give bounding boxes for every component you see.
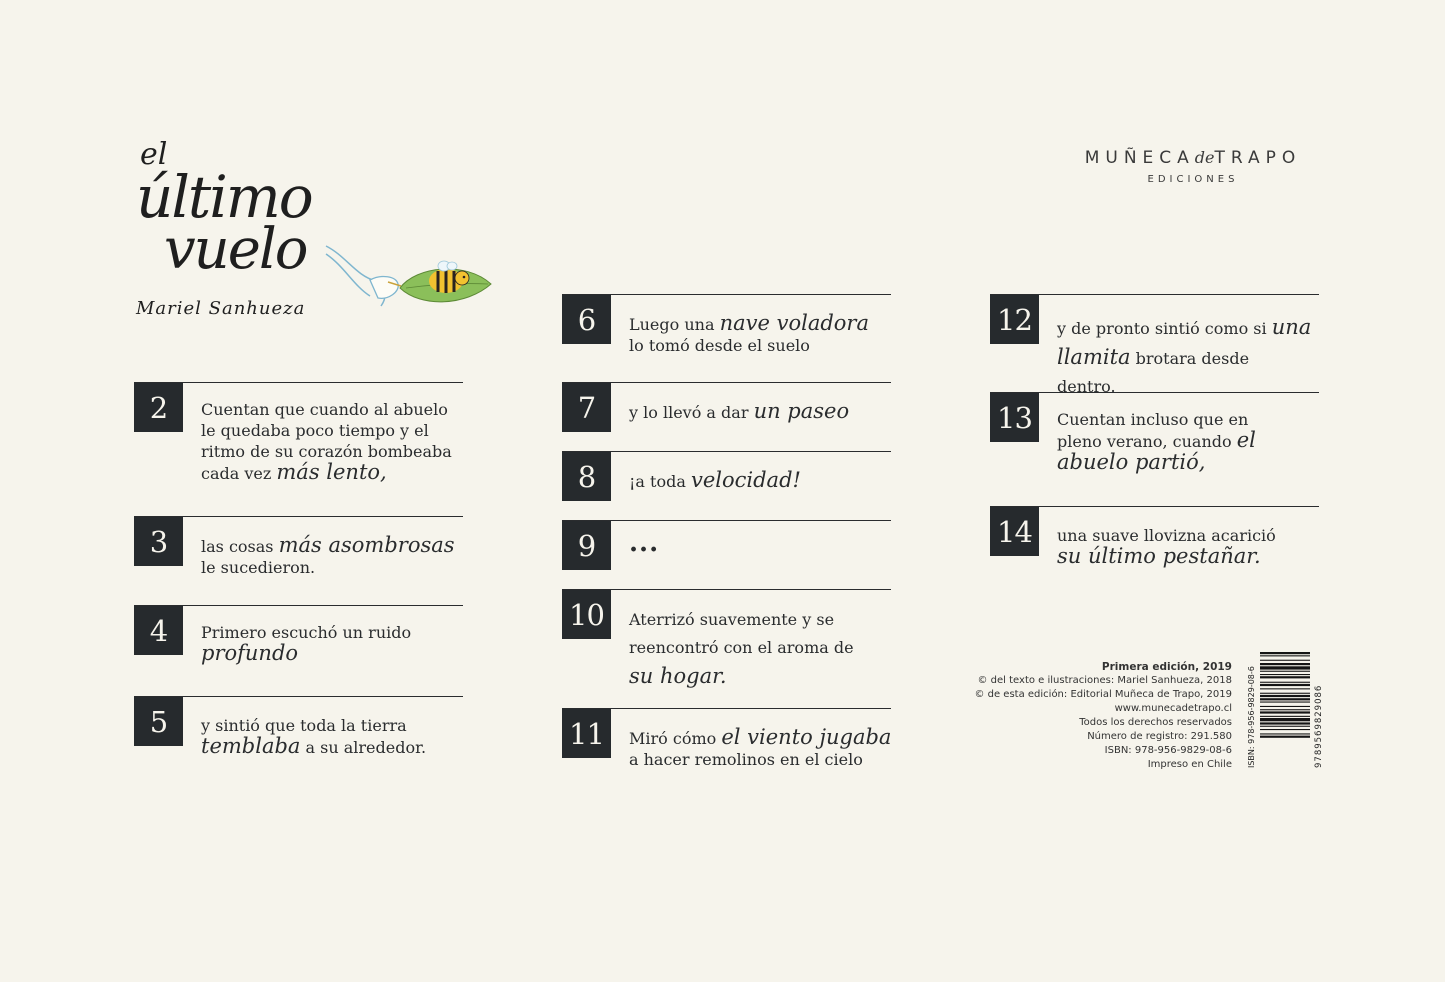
entry-14 — [990, 506, 1319, 582]
barcode-bars — [1260, 652, 1310, 738]
entry-text-emphasis: velocidad! — [690, 468, 801, 492]
entry-text-plain: Cuentan incluso que en pleno verano, cuando — [1057, 410, 1249, 451]
barcode-bar — [1260, 736, 1310, 738]
entry-number: 13 — [990, 393, 1039, 442]
entry-number: 9 — [562, 521, 611, 570]
barcode-bar — [1260, 682, 1310, 683]
barcode-bar — [1260, 706, 1310, 707]
barcode-bar — [1260, 660, 1310, 661]
entry-text — [201, 399, 466, 484]
publisher-subtitle: EDICIONES — [1147, 174, 1239, 185]
barcode-bar — [1260, 709, 1310, 710]
entry-12 — [990, 294, 1319, 396]
entry-text-plain: Luego una — [629, 315, 720, 334]
registry-line: Número de registro: 291.580 — [1087, 731, 1232, 742]
book-back-cover — [2, 2, 1443, 980]
entry-text — [629, 401, 889, 423]
publisher-name-part2: TRAPO — [1214, 148, 1302, 168]
entry-text — [629, 606, 859, 692]
entry-text — [629, 313, 884, 356]
entry-text-emphasis: más asombrosas — [278, 533, 455, 557]
barcode-bar — [1260, 676, 1310, 678]
entry-6 — [562, 294, 891, 365]
publisher-name-part1: MUÑECA — [1084, 148, 1195, 168]
text-rights-line: © del texto e ilustraciones: Mariel Sanhueza, 2018 — [977, 675, 1232, 686]
entry-text-plain-end: le sucedieron. — [201, 558, 316, 577]
entry-number: 11 — [562, 709, 611, 758]
entry-11 — [562, 708, 891, 779]
barcode-bar — [1260, 729, 1310, 730]
barcode-bar — [1260, 663, 1310, 665]
entry-text-plain: y sintió que toda la tierra — [201, 716, 407, 735]
barcode-bar — [1260, 726, 1310, 727]
entry-number: 6 — [562, 295, 611, 344]
barcode-isbn-label: ISBN: 978-956-9829-08-6 — [1247, 666, 1256, 768]
barcode-bar — [1260, 655, 1310, 656]
entry-text-emphasis: temblaba — [201, 734, 301, 758]
entry-text-emphasis: el viento jugaba — [721, 725, 892, 749]
entry-number: 4 — [134, 606, 183, 655]
entry-number: 12 — [990, 295, 1039, 344]
barcode-bar — [1260, 718, 1310, 721]
entry-text-plain: una suave llovizna acarició — [1057, 526, 1276, 545]
title-line-3: vuelo — [164, 217, 307, 282]
barcode-bar — [1260, 674, 1310, 675]
entry-text-plain: Aterrizó suavemente y se reencontró con el aroma de — [629, 610, 854, 657]
barcode-bar — [1260, 711, 1310, 713]
barcode-bar — [1260, 695, 1310, 697]
title-line-2: último — [136, 163, 312, 231]
entry-number: 14 — [990, 507, 1039, 556]
entry-4 — [134, 605, 463, 676]
entry-text-plain: y de pronto sintió como si — [1057, 319, 1272, 338]
barcode-bar — [1260, 652, 1310, 654]
entry-text-plain-end: a hacer remolinos en el cielo — [629, 750, 863, 769]
entry-text-emphasis: una llamita — [1057, 315, 1312, 369]
entry-text — [629, 470, 889, 492]
entry-number: 3 — [134, 517, 183, 566]
entry-5 — [134, 696, 463, 767]
publisher-logo — [1068, 148, 1318, 185]
entry-text-emphasis: más lento, — [276, 460, 387, 484]
edition-rights-line: © de esta edición: Editorial Muñeca de Trapo, 2019 — [974, 689, 1232, 700]
barcode-bar — [1260, 684, 1310, 686]
entry-number: 2 — [134, 383, 183, 432]
publisher-name-de: de — [1194, 148, 1215, 167]
hand-leaf-bee-illustration — [326, 236, 506, 316]
author-signature: Mariel Sanhueza — [136, 298, 306, 319]
entry-text — [201, 535, 461, 578]
entry-2 — [134, 382, 463, 493]
entry-text-plain: y lo llevó a dar — [629, 403, 754, 422]
entry-number: 8 — [562, 452, 611, 501]
entry-text — [201, 622, 461, 665]
website-line: www.munecadetrapo.cl — [1114, 703, 1232, 714]
isbn-line: ISBN: 978-956-9829-08-6 — [1104, 745, 1232, 756]
barcode-bar — [1260, 671, 1310, 672]
barcode-digits: 9789569829086 — [1314, 684, 1324, 768]
printed-line: Impreso en Chile — [1147, 759, 1232, 770]
entry-text — [629, 727, 894, 770]
entry-text-plain-end: brotara desde dentro. — [1057, 349, 1250, 396]
barcode-bar — [1260, 666, 1310, 669]
entry-text — [1057, 525, 1297, 568]
entry-7 — [562, 382, 891, 438]
barcode-bar — [1260, 722, 1310, 724]
isbn-barcode — [1246, 650, 1322, 770]
entry-text — [1057, 409, 1257, 474]
entry-text-emphasis: su último pestañar. — [1057, 544, 1261, 568]
entry-text-emphasis: su hogar. — [629, 664, 727, 688]
entry-text — [201, 715, 461, 758]
title-line-1: el — [140, 137, 168, 172]
colophon — [962, 660, 1232, 772]
entry-text — [629, 528, 889, 558]
barcode-bar — [1260, 693, 1310, 694]
entry-number: 10 — [562, 590, 611, 639]
entry-9 — [562, 520, 891, 576]
barcode-bar — [1260, 702, 1310, 703]
entry-text-plain: Primero escuchó un ruido — [201, 623, 412, 642]
barcode-bar — [1260, 698, 1310, 700]
entry-3 — [134, 516, 463, 587]
entry-number: 7 — [562, 383, 611, 432]
entry-text-ellipsis: ... — [629, 528, 660, 558]
entry-text-plain: Miró cómo — [629, 729, 722, 748]
entry-text-plain: ¡a toda — [629, 472, 691, 491]
entry-text-emphasis: profundo — [201, 641, 299, 665]
entry-text-plain: las cosas — [201, 537, 279, 556]
publisher-name — [1068, 148, 1318, 168]
entry-text — [1057, 313, 1312, 401]
entry-text-plain: Cuentan que cuando al abuelo le quedaba poco tiempo y el ritmo de su corazón bombeaba cada vez — [201, 400, 452, 483]
entry-text-emphasis: el abuelo partió, — [1057, 428, 1256, 474]
barcode-bar — [1260, 733, 1310, 734]
entry-13 — [990, 392, 1319, 493]
entry-text-emphasis: un paseo — [753, 399, 850, 423]
barcode-bar — [1260, 716, 1310, 717]
entry-text-emphasis: nave voladora — [719, 311, 869, 335]
book-title-block — [136, 137, 516, 340]
entry-8 — [562, 451, 891, 507]
entry-number: 5 — [134, 697, 183, 746]
entry-text-plain-end: lo tomó desde el suelo — [629, 336, 810, 355]
barcode-bar — [1260, 688, 1310, 689]
edition-line: Primera edición, 2019 — [1101, 661, 1232, 673]
entry-text-plain-end: a su alrededor. — [300, 738, 427, 757]
reserved-line: Todos los derechos reservados — [1079, 717, 1232, 728]
entry-10 — [562, 589, 891, 690]
